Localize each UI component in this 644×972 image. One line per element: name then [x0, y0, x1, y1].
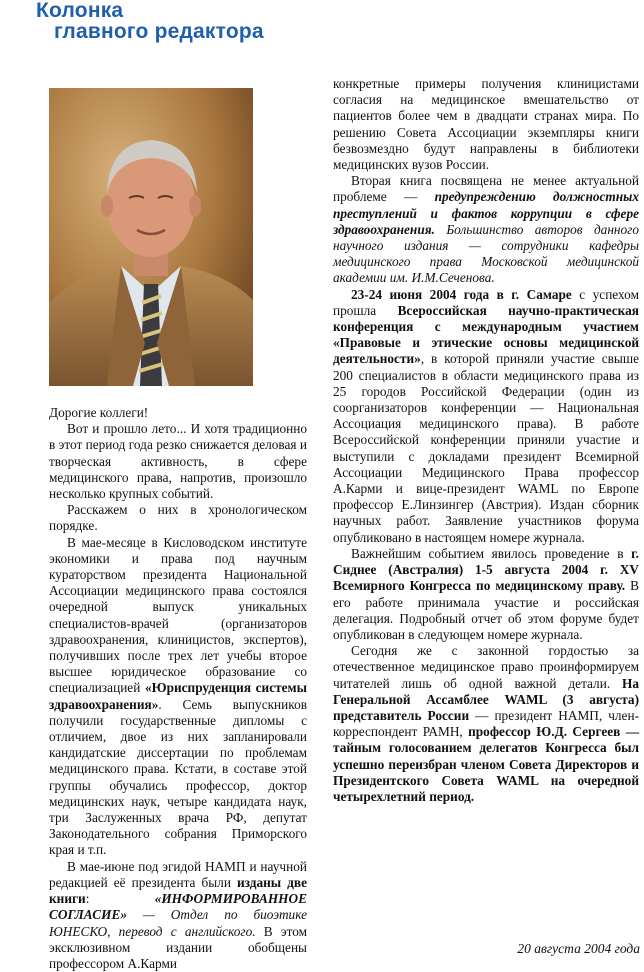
paragraph-consent-book: конкретные примеры получения клиницистами согласия на медицинское вмешательство от пациентов более чем в двадцати странах мира. По решению Совета Ассоциации экземпляры книги безвозмездно будут направлены в библиотеки медицинских вузов России.	[333, 76, 639, 173]
paragraph-sydney-congress: Важнейшим событием явилось проведение в г. Сиднее (Австралия) 1-5 августа 2004 г. XV Всемирного Конгресса по медицинскому праву. В его работе принимала участие и российская делегация. Подробный отчет об этом форуме будет опубликован в следующем номере журнала.	[333, 545, 639, 642]
portrait-photo-icon	[49, 88, 253, 386]
header-title-line2: главного редактора	[54, 20, 264, 43]
header-title-line1: Колонка	[36, 0, 124, 22]
right-text-column	[333, 76, 639, 805]
paragraph-second-book: Вторая книга посвящена не менее актуальной проблеме — предупреждению должностных преступлений и фактов коррупции в сфере здравоохранения. Большинство авторов данного научного издания — сотрудники кафедры медицинского права Московской медицинской академии им. И.М.Сеченова.	[333, 173, 639, 286]
column-header	[36, 0, 336, 42]
signature-date: 20 августа 2004 года	[517, 941, 640, 956]
paragraph-chronology: Расскажем о них в хронологическом порядке.	[49, 502, 307, 534]
paragraph-books: В мае-июне под эгидой НАМП и научной редакцией её президента были изданы две книги: «ИНФОРМИРОВАННОЕ СОГЛАСИЕ» — Отдел по биоэтике ЮНЕСКО, перевод с английского. В этом эксклюзивном издании обобщены профессором А.Карми	[49, 858, 308, 971]
left-text-column	[49, 405, 307, 972]
paragraph-samara-conference: 23-24 июня 2004 года в г. Самаре с успехом прошла Всероссийская научно-практическая конференция с международным участием «Правовые и этические основы медицинской деятельности», в которой приняли участие свыше 200 специалистов в области медицинского права из 25 городов Российской Федерации (один из соорганизаторов конференции — Национальная Ассоциация медицинского права). В работе Всероссийской конференции приняли участие и выступили с докладами президент Всемирной Ассоциации Медицинского Права профессор А.Карми и вице-президент WAML по Европе профессор Е.Линзингер (Австрия). Издан сборник научных работ. Заявление участников форума опубликовано в настоящем номере журнала.	[333, 286, 639, 545]
paragraph-kislovodsk: В мае-месяце в Кисловодском институте экономики и права под научным кураторством президента Национальной Ассоциации медицинского права состоялся очередной выпуск уникальных специалистов-врачей (организаторов здравоохранения, клиницистов, экспертов), получивших после трех лет учебы второе высшее юридическое образование со специализацией «Юриспруденция системы здравоохранения». Семь выпускников получили государственные дипломы с отличием, двое из них запланировали кандидатские диссертации по проблемам медицинского права. Кстати, в составе этой группы обучались профессор, доктор медицинских наук, четыре кандидата наук, три Заслуженных врача РФ, депутат Законодательного собрания Приморского края и т.п.	[49, 534, 307, 858]
paragraph-summer: Вот и прошло лето... И хотя традиционно в этот период года резко снижается деловая и творческая активность, в сфере медицинского права, напротив, произошло несколько крупных событий.	[49, 421, 307, 502]
greeting: Дорогие коллеги!	[49, 405, 149, 420]
paragraph-waml-election: Сегодня же с законной гордостью за отечественное медицинское право проинформируем читателей лишь об одной важной детали. На Генеральной Ассамблее WAML (3 августа) представитель России — президент НАМП, член-корреспондент РАМН, профессор Ю.Д. Сергеев — тайным голосованием делегатов Конгресса был успешно переизбран членом Совета Директоров и Президентского Совета WAML на очередной четырехлетний период.	[333, 643, 639, 804]
editor-portrait-photo	[49, 88, 253, 386]
